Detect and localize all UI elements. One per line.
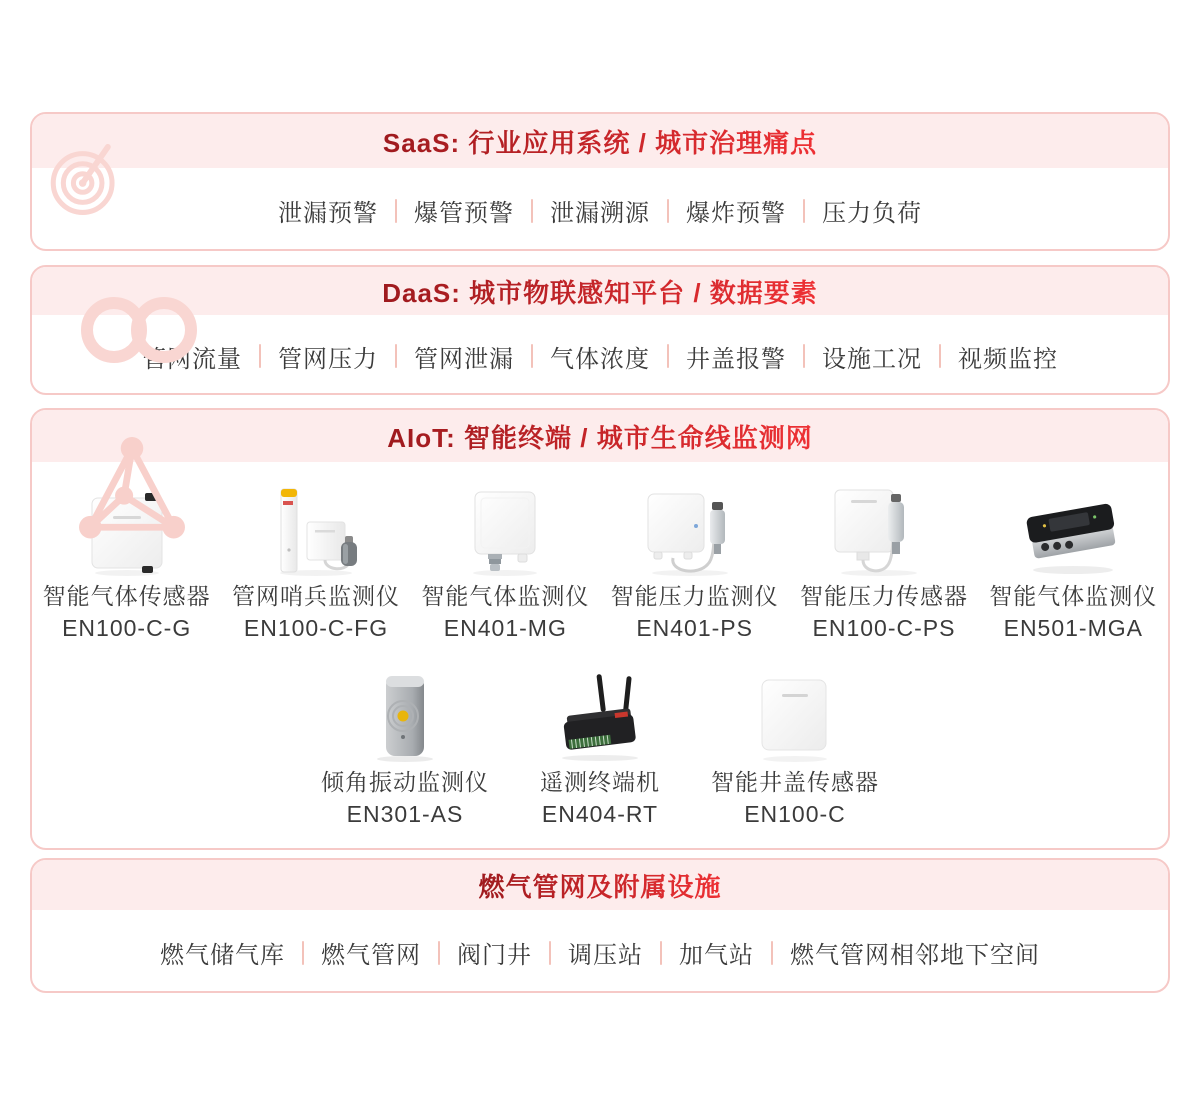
device-image-gas-monitor-mga <box>1018 488 1128 576</box>
daas-item: 管网压力 <box>278 345 378 373</box>
device-image-telemetry-terminal <box>545 674 655 762</box>
item-divider <box>395 344 397 368</box>
infra-item: 燃气储气库 <box>160 942 285 969</box>
saas-item: 爆管预警 <box>414 200 514 227</box>
item-divider <box>395 199 397 223</box>
product-en100-c <box>698 674 893 830</box>
product-model: EN401-MG <box>443 615 567 641</box>
layer-stack <box>30 112 1170 993</box>
product-en100-c-ps <box>789 488 978 644</box>
item-divider <box>803 344 805 368</box>
aiot-title: AIoT: 智能终端 / 城市生命线监测网 <box>387 418 812 455</box>
daas-items-row <box>32 315 1168 395</box>
infra-item: 燃气管网相邻地下空间 <box>790 942 1040 969</box>
product-model: EN100-C-FG <box>243 615 389 641</box>
device-image-pipeline-sentinel <box>261 488 371 576</box>
item-divider <box>667 199 669 223</box>
infra-item: 燃气管网 <box>321 942 421 969</box>
infra-item: 加气站 <box>679 942 754 969</box>
infra-item: 阀门井 <box>457 942 532 969</box>
device-image-manhole-sensor <box>740 674 850 762</box>
aiot-product-row-1 <box>32 488 1168 644</box>
item-divider <box>667 344 669 368</box>
item-divider <box>939 344 941 368</box>
product-model: EN404-RT <box>541 801 659 827</box>
product-model: EN301-AS <box>346 801 464 827</box>
item-divider <box>771 941 773 965</box>
item-divider <box>259 344 261 368</box>
infra-title: 燃气管网及附属设施 <box>478 867 721 904</box>
item-divider <box>438 941 440 965</box>
panel-saas <box>30 112 1170 251</box>
saas-title-band <box>32 114 1168 168</box>
product-name: 智能气体传感器 <box>42 583 211 609</box>
product-name: 管网哨兵监测仪 <box>231 583 400 609</box>
panel-aiot <box>30 408 1170 850</box>
product-name: 遥测终端机 <box>540 769 660 795</box>
daas-item: 气体浓度 <box>550 345 650 373</box>
saas-item: 泄漏溯源 <box>550 200 650 227</box>
daas-item: 管网流量 <box>142 345 242 373</box>
product-name: 智能气体监测仪 <box>421 583 590 609</box>
item-divider <box>549 941 551 965</box>
device-image-pressure-monitor <box>640 488 750 576</box>
product-en100-c-g <box>32 488 221 644</box>
item-divider <box>803 199 805 223</box>
product-en401-mg <box>411 488 600 644</box>
item-divider <box>531 344 533 368</box>
panel-daas <box>30 265 1170 395</box>
item-divider <box>302 941 304 965</box>
device-image-tilt-vibration <box>350 674 460 762</box>
product-en404-rt <box>503 674 698 830</box>
device-image-pressure-sensor <box>829 488 939 576</box>
daas-title-band <box>32 267 1168 315</box>
daas-item: 设施工况 <box>822 345 922 373</box>
aiot-title-band <box>32 410 1168 462</box>
saas-title: SaaS: 行业应用系统 / 城市治理痛点 <box>383 123 817 160</box>
saas-item: 压力负荷 <box>822 200 922 227</box>
product-name: 倾角振动监测仪 <box>321 769 489 795</box>
product-name: 智能压力监测仪 <box>610 583 779 609</box>
product-name: 智能井盖传感器 <box>711 769 879 795</box>
product-name: 智能气体监测仪 <box>989 583 1158 609</box>
daas-title: DaaS: 城市物联感知平台 / 数据要素 <box>382 273 818 310</box>
product-model: EN100-C-G <box>62 615 192 641</box>
product-en401-ps <box>600 488 789 644</box>
saas-item: 爆炸预警 <box>686 200 786 227</box>
product-name: 智能压力传感器 <box>799 583 968 609</box>
daas-item: 视频监控 <box>958 345 1058 373</box>
product-model: EN100-C <box>744 801 846 827</box>
aiot-product-row-2 <box>32 674 1168 830</box>
item-divider <box>660 941 662 965</box>
daas-item: 井盖报警 <box>686 345 786 373</box>
saas-items-row <box>32 168 1168 251</box>
product-model: EN501-MGA <box>1003 615 1143 641</box>
infra-item: 调压站 <box>568 942 643 969</box>
saas-item: 泄漏预警 <box>278 200 378 227</box>
infra-items-row <box>32 910 1168 993</box>
device-image-gas-sensor <box>72 488 182 576</box>
product-en301-as <box>308 674 503 830</box>
device-image-gas-monitor <box>450 488 560 576</box>
item-divider <box>531 199 533 223</box>
daas-item: 管网泄漏 <box>414 345 514 373</box>
product-model: EN100-C-PS <box>812 615 956 641</box>
product-en501-mga <box>979 488 1168 644</box>
product-model: EN401-PS <box>636 615 753 641</box>
panel-infra <box>30 858 1170 993</box>
infra-title-band <box>32 860 1168 910</box>
product-en100-c-fg <box>221 488 410 644</box>
